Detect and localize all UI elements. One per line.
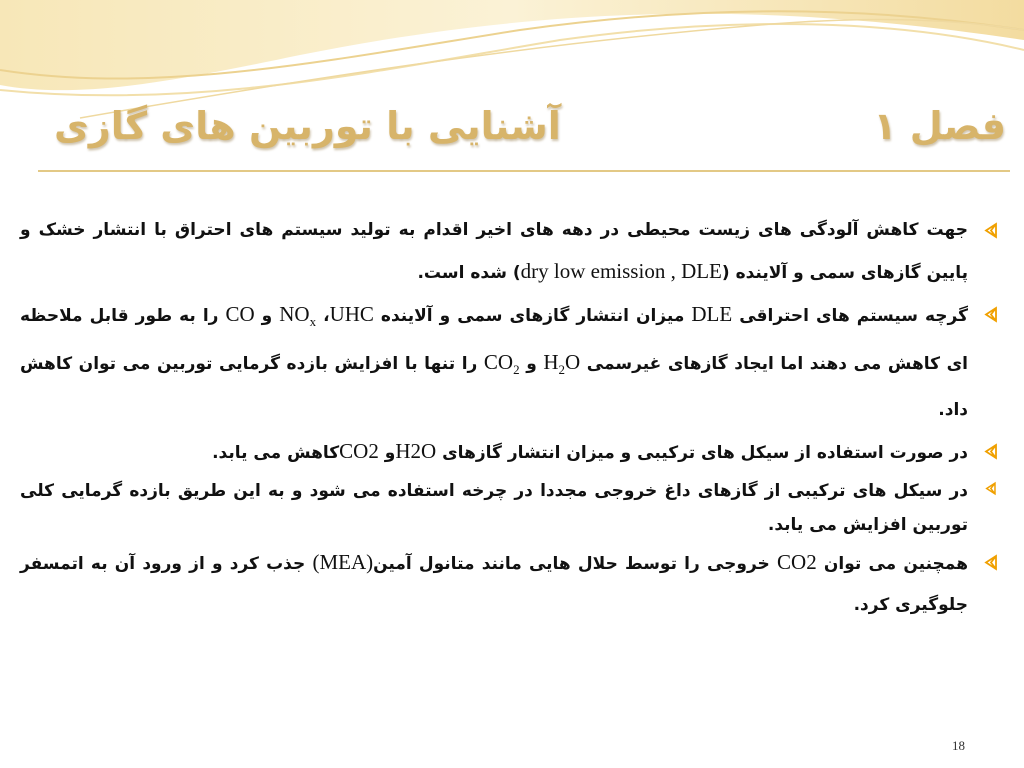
slide-title: آشنایی با توربین های گازی bbox=[54, 104, 561, 148]
arrow-bullet-icon bbox=[980, 542, 1000, 583]
arrow-bullet-icon bbox=[980, 210, 1000, 251]
bullet-item: در صورت استفاده از سیکل های ترکیبی و میزان انتشار گازهای H2Oو CO2کاهش می یابد. bbox=[20, 431, 1006, 474]
chapter-label: فصل ۱ bbox=[873, 104, 1006, 148]
bullet-item: جهت کاهش آلودگی های زیست محیطی در دهه های اخیر اقدام به تولید سیستم های احتراق با انتشار خشک و پایین گازهای سمی و آلاینده (dry low emission , DLE) شده است. bbox=[20, 210, 1006, 294]
title-divider bbox=[38, 170, 1010, 172]
bullet-list bbox=[20, 210, 1006, 626]
title-bar bbox=[40, 100, 1006, 162]
bullet-item: همچنین می توان CO2 خروجی را توسط حلال هایی مانند متانول آمین(MEA) جذب کرد و از ورود آن به اتمسفر جلوگیری کرد. bbox=[20, 542, 1006, 626]
page-number: 18 bbox=[952, 738, 965, 753]
arrow-bullet-icon bbox=[980, 431, 1000, 472]
arrow-bullet-icon bbox=[980, 294, 1000, 335]
bullet-item: گرچه سیستم های احتراقی DLE میزان انتشار گازهای سمی و آلاینده UHC، $NO_x$ و CO را به طور قابل ملاحظه ای کاهش می دهند اما ایجاد گازهای غیرسمی $H_2O$ و $CO_2$ را تنها با افزایش بازده گرمایی توربین می توان کاهش داد. bbox=[20, 294, 1006, 431]
arrow-bullet-icon bbox=[980, 474, 1000, 508]
bullet-item: در سیکل های ترکیبی از گازهای داغ خروجی مجددا در چرخه استفاده می شود و به این طریق بازده گرمایی کلی توربین افزایش می یابد. bbox=[20, 474, 1006, 542]
